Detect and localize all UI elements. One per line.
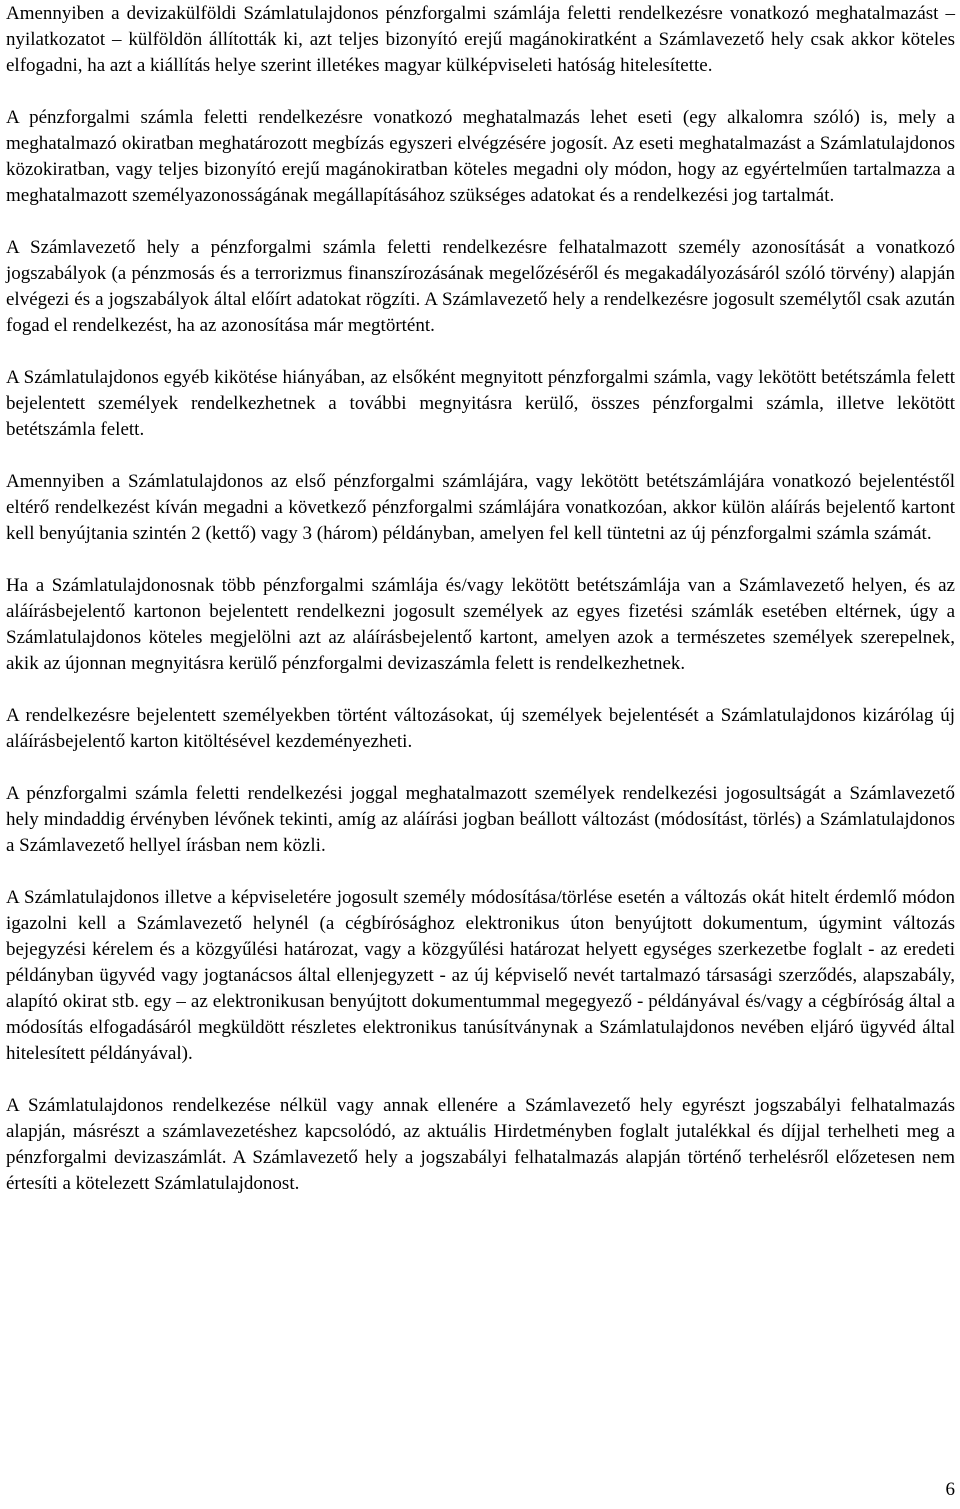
- paragraph-representative-change: A Számlatulajdonos illetve a képviseletére jogosult személy módosítása/törlése esetén a változás okát hitelt érdemlő módon igazolni kell a Számlavezető helynél (a cégbírósághoz elektronikus úton benyújtott dokumentum, úgymint változás bejegyzési kérelem és a közgyűlési határozat, vagy a közgyűlési határozat helyett egységes szerkezetbe foglalt - az eredeti példányban ügyvéd vagy jogtanácsos által ellenjegyzett - az új képviselő nevét tartalmazó társasági szerződés, alapszabály, alapító okirat stb. egy – az elektronikusan benyújtott dokumentummal megegyező - példányával és/vagy a cégbíróság által a módosítás elfogadásáról megküldött részletes elektronikus tanúsítványnak a Számlatulajdonos nevében eljáró ügyvéd által hitelesített példányával).: [6, 887, 955, 1064]
- paragraph-validity-of-authorization: A pénzforgalmi számla feletti rendelkezési joggal meghatalmazott személyek rendelkezési jogosultságát a Számlavezető hely mindaddig érvényben lévőnek tekinti, amíg az aláírási jogban beállott változást (módosítást, törlés) a Számlatulajdonos a Számlavezető hellyel írásban nem közli.: [6, 783, 955, 856]
- paragraph-first-account-holders: A Számlatulajdonos egyéb kikötése hiányában, az elsőként megnyitott pénzforgalmi számla, vagy lekötött betétszámla felett bejelentett személyek rendelkezhetnek a további megnyitásra kerülő, összes pénzforgalmi számla, illetve lekötött betétszámla felett.: [6, 367, 955, 440]
- paragraph-multiple-accounts: Ha a Számlatulajdonosnak több pénzforgalmi számlája és/vagy lekötött betétszámlája van a Számlavezető helyen, és az aláírásbejelentő kartonon bejelentett rendelkezni jogosult személyek az egyes fizetési számlák esetében eltérnek, úgy a Számlatulajdonos köteles megjelölni azt az aláírásbejelentő kartont, amelyen azok a természetes személyek szerepelnek, akik az újonnan megnyitásra kerülő pénzforgalmi devizaszámla felett is rendelkezhetnek.: [6, 575, 955, 674]
- paragraph-separate-signature-card: Amennyiben a Számlatulajdonos az első pénzforgalmi számlájára, vagy lekötött betétszámlájára vonatkozó bejelentéstől eltérő rendelkezést kíván megadni a következő pénzforgalmi számlájára vonatkozóan, akkor külön aláírás bejelentő kartont kell benyújtania szintén 2 (kettő) vagy 3 (három) példányban, amelyen fel kell tüntetni az új pénzforgalmi számla számát.: [6, 471, 955, 544]
- paragraph-identification: A Számlavezető hely a pénzforgalmi számla feletti rendelkezésre felhatalmazott személy azonosítását a vonatkozó jogszabályok (a pénzmosás és a terrorizmus finanszírozásának megelőzéséről és megakadályozásáról szóló törvény) alapján elvégezi és a jogszabályok által előírt adatokat rögzíti. A Számlavezető hely a rendelkezésre jogosult személytől csak azután fogad el rendelkezést, ha az azonosítása már megtörtént.: [6, 237, 955, 336]
- paragraph-changes-in-persons: A rendelkezésre bejelentett személyekben történt változásokat, új személyek bejelentését a Számlatulajdonos kizárólag új aláírásbejelentő karton kitöltésével kezdeményezheti.: [6, 705, 955, 752]
- document-body: [6, 1, 955, 1223]
- page-number: 6: [945, 1479, 955, 1500]
- paragraph-foreign-authorization: Amennyiben a devizakülföldi Számlatulajdonos pénzforgalmi számlája feletti rendelkezésre vonatkozó meghatalmazást – nyilatkozatot – külföldön állították ki, azt teljes bizonyító erejű magánokiratként a Számlavezető hely csak akkor köteles elfogadni, ha azt a kiállítás helye szerint illetékes magyar külképviseleti hatóság hitelesítette.: [6, 3, 955, 76]
- paragraph-debiting-fees: A Számlatulajdonos rendelkezése nélkül vagy annak ellenére a Számlavezető hely egyrészt jogszabályi felhatalmazás alapján, másrészt a számlavezetéshez kapcsolódó, az aktuális Hirdetményben foglalt jutalékkal és díjjal terhelheti meg a pénzforgalmi devizaszámlát. A Számlavezető hely a jogszabályi felhatalmazás alapján történő terhelésről előzetesen nem értesíti a kötelezett Számlatulajdonost.: [6, 1095, 955, 1194]
- paragraph-one-time-authorization: A pénzforgalmi számla feletti rendelkezésre vonatkozó meghatalmazás lehet eseti (egy alkalomra szóló) is, mely a meghatalmazó okiratban meghatározott megbízás egyszeri elvégzésére jogosít. Az eseti meghatalmazást a Számlatulajdonos közokiratban, vagy teljes bizonyító erejű magánokiratban köteles megadni oly módon, hogy az egyértelműen tartalmazza a meghatalmazott személyazonosságának megállapításához szükséges adatokat és a rendelkezési jog tartalmát.: [6, 107, 955, 206]
